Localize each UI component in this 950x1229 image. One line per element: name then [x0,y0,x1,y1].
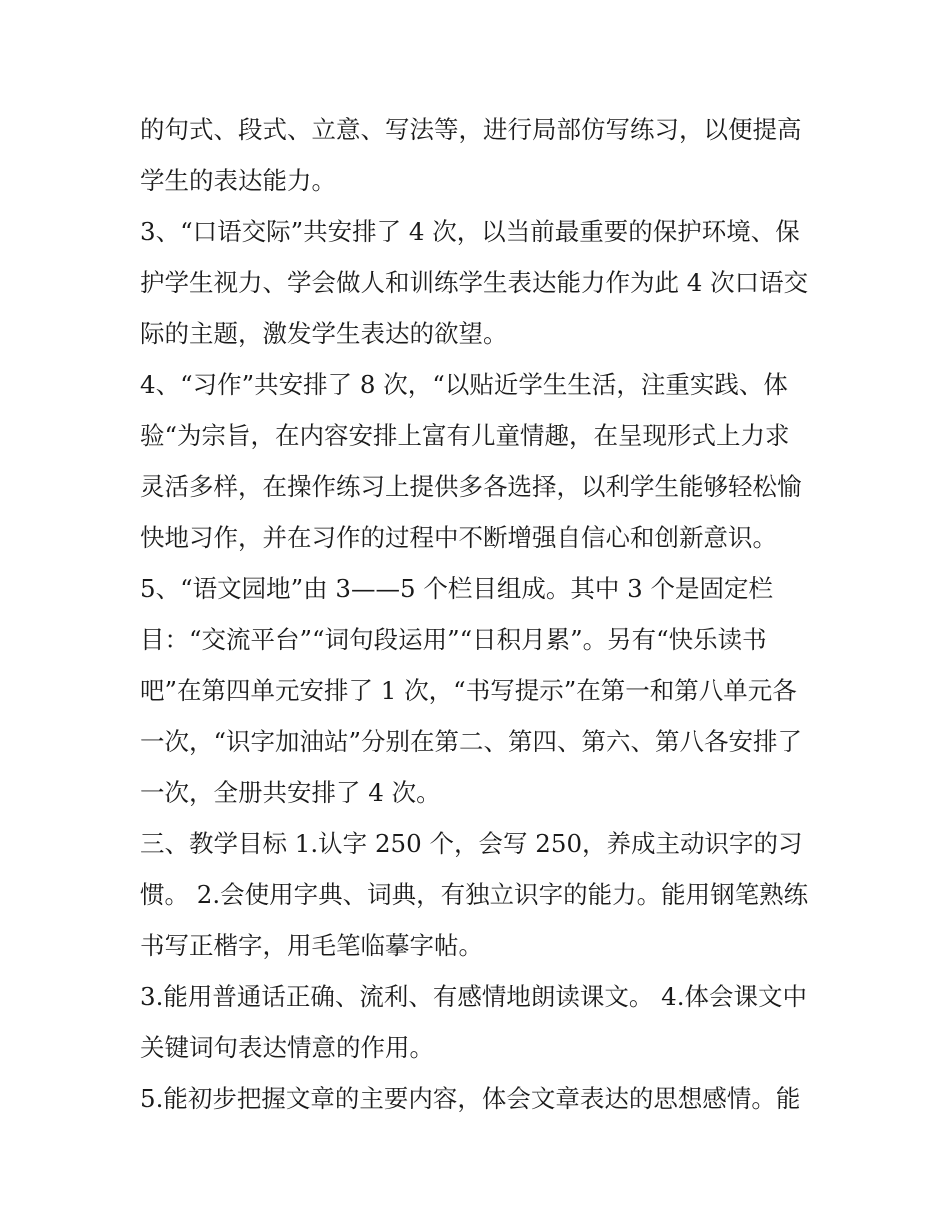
text-line: 惯。 2.会使用字典、词典，有独立识字的能力。能用钢笔熟练 [140,880,809,909]
document-body [140,104,830,1124]
text-line: 际的主题，激发学生表达的欲望。 [140,319,508,348]
text-line: 快地习作，并在习作的过程中不断增强自信心和创新意识。 [140,523,777,552]
text-line: 3.能用普通话正确、流利、有感情地朗读课文。 4.体会课文中 [140,982,808,1011]
text-line: 一次，“识字加油站”分别在第二、第四、第六、第八各安排了 [140,727,803,756]
text-line: 的句式、段式、立意、写法等，进行局部仿写练习，以便提高 [140,115,802,144]
text-line: 护学生视力、学会做人和训练学生表达能力作为此 4 次口语交 [140,268,809,297]
text-line: 验“为宗旨，在内容安排上富有儿童情趣，在呈现形式上力求 [140,421,790,450]
text-line: 3、“口语交际”共安排了 4 次，以当前最重要的保护环境、保 [140,217,800,246]
text-line: 三、教学目标 1.认字 250 个，会写 250，养成主动识字的习 [140,829,803,858]
text-line: 一次，全册共安排了 4 次。 [140,778,441,807]
text-line: 学生的表达能力。 [140,166,336,195]
text-line: 书写正楷字，用毛笔临摹字帖。 [140,931,483,960]
text-line: 吧”在第四单元安排了 1 次，“书写提示”在第一和第八单元各 [140,676,797,705]
text-line: 5、“语文园地”由 3——5 个栏目组成。其中 3 个是固定栏 [140,574,774,603]
text-line: 目：“交流平台”“词句段运用”“日积月累”。另有“快乐读书 [140,625,767,654]
text-line: 4、“习作”共安排了 8 次，“以贴近学生生活，注重实践、体 [140,370,788,399]
text-line: 关键词句表达情意的作用。 [140,1033,434,1062]
text-line: 灵活多样，在操作练习上提供多各选择，以利学生能够轻松愉 [140,472,802,501]
text-line: 5.能初步把握文章的主要内容，体会文章表达的思想感情。能 [140,1084,801,1113]
